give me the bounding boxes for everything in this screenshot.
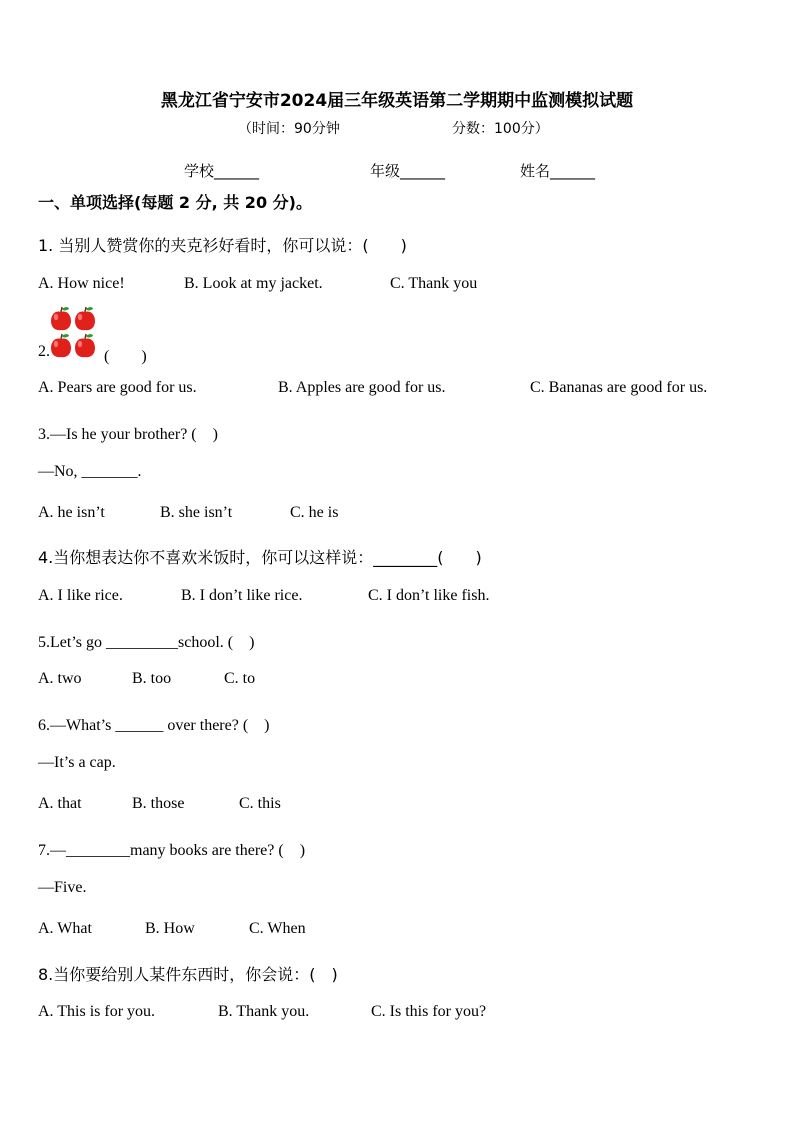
question-5-stem: 5.Let’s go _________school. ( )	[38, 634, 255, 651]
question-7-reply: —Five.	[38, 879, 87, 896]
question-1-option-c[interactable]: C. Thank you	[390, 275, 478, 292]
question-6-stem: 6.—What’s ______ over there? ( )	[38, 717, 270, 734]
question-2-stem: 2.	[38, 343, 50, 360]
question-2-blank: ( )	[104, 348, 147, 365]
question-7-option-b[interactable]: B. How	[145, 920, 195, 937]
question-5-option-a[interactable]: A. two	[38, 670, 82, 687]
question-6-option-a[interactable]: A. that	[38, 795, 82, 812]
question-4-option-a[interactable]: A. I like rice.	[38, 587, 123, 604]
question-8-option-a[interactable]: A. This is for you.	[38, 1003, 156, 1020]
question-3-stem: 3.—Is he your brother? ( )	[38, 426, 218, 443]
question-6-option-c[interactable]: C. this	[239, 795, 281, 812]
question-7-stem: 7.—________many books are there? ( )	[38, 842, 306, 859]
question-3-option-b[interactable]: B. she isn’t	[160, 504, 233, 521]
question-4-option-c[interactable]: C. I don’t like fish.	[368, 587, 490, 604]
question-3-reply: —No, _______.	[38, 463, 142, 480]
question-7-option-a[interactable]: A. What	[38, 920, 92, 937]
question-2-option-b[interactable]: B. Apples are good for us.	[278, 379, 446, 396]
question-1-option-a[interactable]: A. How nice!	[38, 275, 125, 292]
school-field[interactable]: 学校______	[184, 162, 260, 180]
exam-time: （时间：90分钟	[238, 121, 340, 137]
question-4-stem: 4.当你想表达你不喜欢米饭时，你可以这样说：________( )	[38, 548, 482, 567]
page-title: 黑龙江省宁安市2024届三年级英语第二学期期中监测模拟试题	[160, 91, 634, 111]
name-field[interactable]: 姓名______	[520, 162, 596, 180]
question-1-stem: 1. 当别人赞赏你的夹克衫好看时，你可以说：( )	[38, 236, 407, 255]
section-heading: 一、单项选择(每题 2 分, 共 20 分)。	[38, 193, 312, 212]
question-2-option-a[interactable]: A. Pears are good for us.	[38, 379, 197, 396]
question-6-reply: —It’s a cap.	[38, 754, 116, 771]
four-apples-icon	[50, 306, 98, 358]
question-2-option-c[interactable]: C. Bananas are good for us.	[530, 379, 708, 396]
grade-field[interactable]: 年级______	[370, 162, 446, 180]
question-1-option-b[interactable]: B. Look at my jacket.	[184, 275, 323, 292]
question-5-option-b[interactable]: B. too	[132, 670, 172, 687]
question-5-option-c[interactable]: C. to	[224, 670, 256, 687]
question-8-option-c[interactable]: C. Is this for you?	[371, 1003, 487, 1020]
question-8-stem: 8.当你要给别人某件东西时，你会说：( )	[38, 965, 338, 984]
question-3-option-a[interactable]: A. he isn’t	[38, 504, 105, 521]
exam-score: 分数：100分）	[452, 121, 549, 137]
question-7-option-c[interactable]: C. When	[249, 920, 306, 937]
question-6-option-b[interactable]: B. those	[132, 795, 185, 812]
question-4-option-b[interactable]: B. I don’t like rice.	[181, 587, 303, 604]
question-8-option-b[interactable]: B. Thank you.	[218, 1003, 310, 1020]
question-3-option-c[interactable]: C. he is	[290, 504, 339, 521]
